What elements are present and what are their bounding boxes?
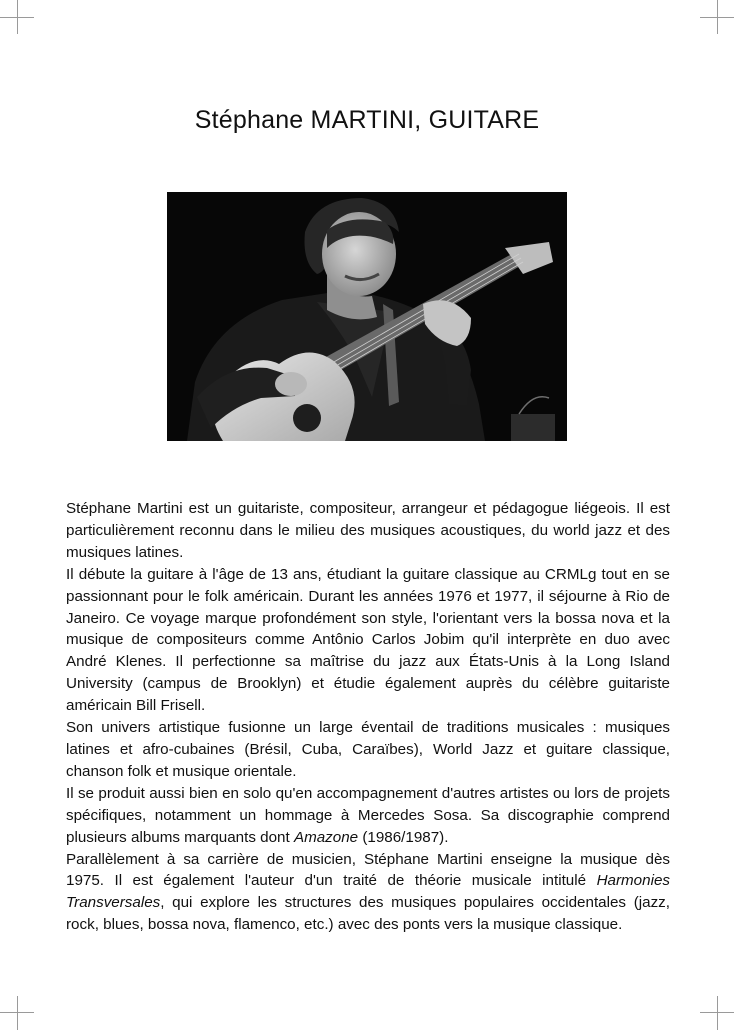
bio-paragraph-4-start: Il se produit aussi bien en solo qu'en accompagnement d'autres artistes ou lors de projets spécifiques, notamment un hommage à Mercedes Sosa. Sa discographie comprend plusieurs albums marquants dont bbox=[66, 784, 670, 846]
bio-paragraph-5-start: Parallèlement à sa carrière de musicien, Stéphane Martini enseigne la musique dès 1975. Il est également l'auteur d'un traité de théorie musicale intitulé bbox=[66, 850, 670, 890]
bio-paragraph-5 bbox=[66, 849, 670, 937]
crop-mark-bottom-left-v bbox=[17, 996, 18, 1030]
bio-paragraph-3: Son univers artistique fusionne un large éventail de traditions musicales : musiques latines et afro-cubaines (Brésil, Cuba, Caraïbes), World Jazz et guitare classique, chanson folk et musique orientale. bbox=[66, 719, 670, 780]
bio-paragraph-4-end: (1986/1987). bbox=[358, 828, 449, 846]
bio-paragraph-1: Stéphane Martini est un guitariste, compositeur, arrangeur et pédagogue liégeois. Il est particulièrement reconnu dans le milieu des musiques acoustiques, du world jazz et des musiques latines. bbox=[66, 500, 670, 561]
album-title: Amazone bbox=[293, 828, 359, 846]
crop-mark-top-left-v bbox=[17, 0, 18, 34]
bio-paragraph-5-end: , qui explore les structures des musiques populaires occidentales (jazz, rock, blues, bossa nova, flamenco, etc.) avec des ponts vers la musique classique. bbox=[66, 894, 670, 934]
bio-paragraph-2: Il débute la guitare à l'âge de 13 ans, étudiant la guitare classique au CRMLg tout en se passionnant pour le folk américain. Durant les années 1976 et 1977, il séjourne à Rio de Janeiro. Ce voyage marque profondément son style, l'orientant vers la bossa nova et la musique de compositeurs comme Antônio Carlos Jobim qu'il interprète en duo avec André Klenes. Il perfectionne sa maîtrise du jazz aux États-Unis à la Long Island University (campus de Brooklyn) et étudie également auprès du célèbre guitariste américain Bill Frisell. bbox=[66, 565, 670, 715]
biography-text bbox=[66, 498, 670, 936]
bio-paragraph-4 bbox=[66, 783, 670, 849]
crop-mark-top-right-v bbox=[717, 0, 718, 34]
artist-photo bbox=[167, 192, 567, 441]
treatise-title: Harmonies Transversales bbox=[66, 872, 670, 912]
page-title: Stéphane MARTINI, GUITARE bbox=[194, 106, 540, 134]
crop-mark-bottom-right-v bbox=[717, 996, 718, 1030]
